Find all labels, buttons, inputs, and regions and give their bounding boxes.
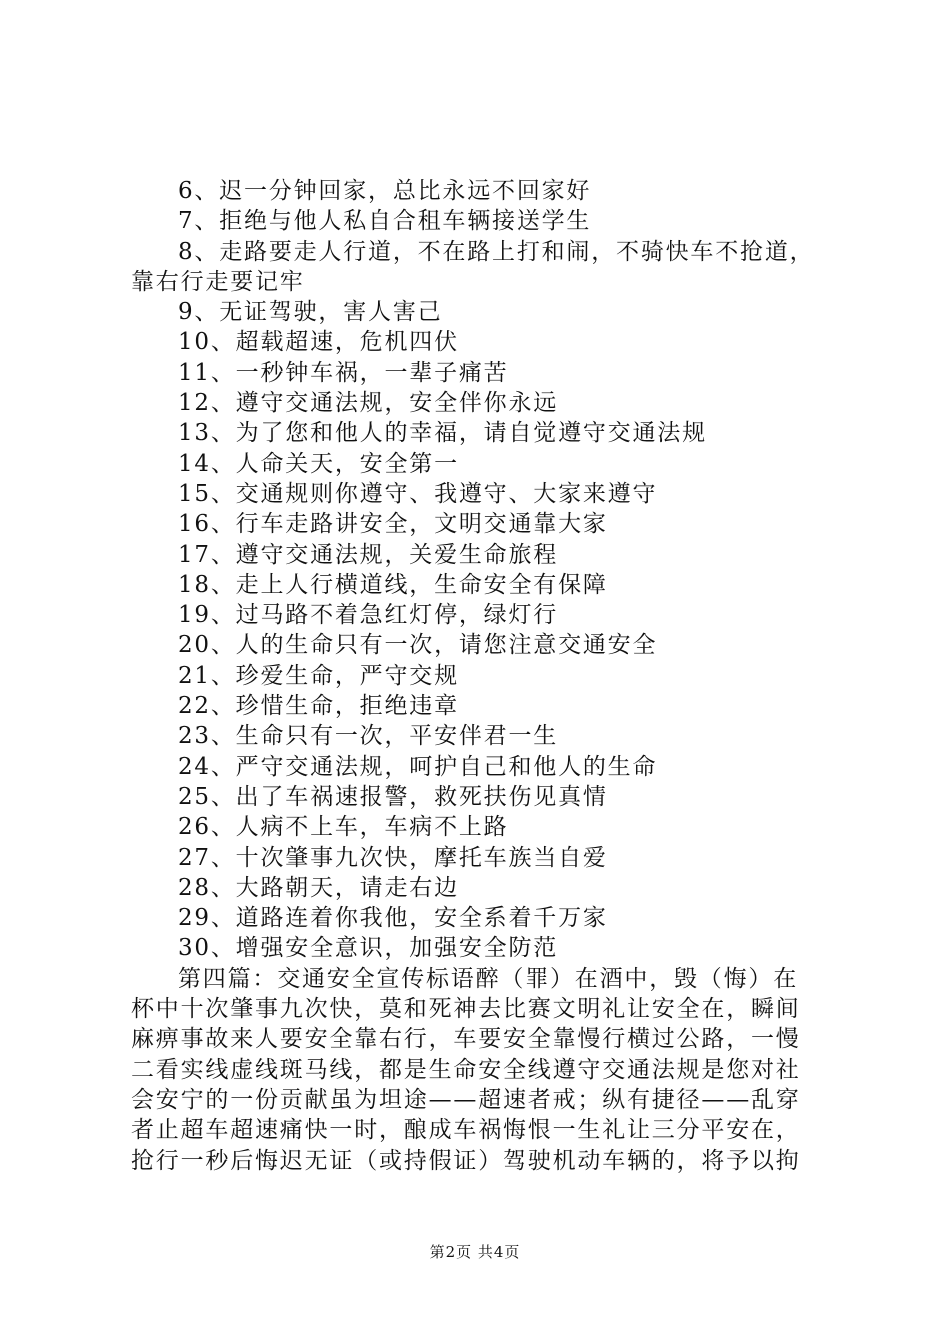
paragraph-line: 者止超车超速痛快一时，酿成车祸悔恨一生礼让三分平安在， <box>131 1117 801 1144</box>
list-item: 7、拒绝与他人私自合租车辆接送学生 <box>178 208 592 235</box>
list-item: 9、无证驾驶，害人害己 <box>178 299 443 326</box>
list-item: 18、走上人行横道线，生命安全有保障 <box>178 571 608 598</box>
list-item: 22、珍惜生命，拒绝违章 <box>178 693 459 720</box>
list-item: 8、走路要走人行道，不在路上打和闹，不骑快车不抢道， <box>178 238 815 265</box>
paragraph-line: 二看实线虚线斑马线，都是生命安全线遵守交通法规是您对社 <box>131 1056 801 1083</box>
list-item: 13、为了您和他人的幸福，请自觉遵守交通法规 <box>178 420 707 447</box>
list-item: 19、过马路不着急红灯停，绿灯行 <box>178 602 559 629</box>
list-item: 14、人命关天，安全第一 <box>178 450 459 477</box>
list-item: 26、人病不上车，车病不上路 <box>178 814 509 841</box>
list-item: 15、交通规则你遵守、我遵守、大家来遵守 <box>178 480 658 507</box>
list-item: 25、出了车祸速报警，救死扶伤见真情 <box>178 783 608 810</box>
paragraph-line: 麻痹事故来人要安全靠右行，车要安全靠慢行横过公路，一慢 <box>131 1026 801 1053</box>
list-item: 24、严守交通法规，呵护自己和他人的生命 <box>178 753 658 780</box>
page-footer: 第2页 共4页 <box>429 1243 521 1261</box>
list-item: 21、珍爱生命，严守交规 <box>178 662 459 689</box>
list-item-continuation: 靠右行走要记牢 <box>131 268 305 295</box>
paragraph-line: 抢行一秒后悔迟无证（或持假证）驾驶机动车辆的，将予以拘 <box>131 1147 801 1174</box>
list-item: 12、遵守交通法规，安全伴你永远 <box>178 390 559 417</box>
list-item: 28、大路朝天，请走右边 <box>178 874 459 901</box>
list-item: 27、十次肇事九次快，摩托车族当自爱 <box>178 844 608 871</box>
paragraph-line: 第四篇：交通安全宣传标语醉（罪）在酒中，毁（悔）在 <box>178 965 798 992</box>
list-item: 16、行车走路讲安全，文明交通靠大家 <box>178 511 608 538</box>
list-item: 10、超载超速，危机四伏 <box>178 329 459 356</box>
list-item: 20、人的生命只有一次，请您注意交通安全 <box>178 632 658 659</box>
list-item: 23、生命只有一次，平安伴君一生 <box>178 723 559 750</box>
list-item: 6、迟一分钟回家，总比永远不回家好 <box>178 178 592 204</box>
list-item: 17、遵守交通法规，关爱生命旅程 <box>178 541 559 568</box>
list-item: 29、道路连着你我他，安全系着千万家 <box>178 905 608 932</box>
section-four-paragraph <box>131 964 831 1176</box>
document-body <box>131 176 831 1176</box>
paragraph-line: 会安宁的一份贡献虽为坦途——超速者戒；纵有捷径——乱穿 <box>131 1086 801 1113</box>
list-item: 11、一秒钟车祸，一辈子痛苦 <box>178 359 509 386</box>
paragraph-line: 杯中十次肇事九次快，莫和死神去比赛文明礼让安全在，瞬间 <box>131 996 801 1023</box>
list-item: 30、增强安全意识，加强安全防范 <box>178 935 559 962</box>
